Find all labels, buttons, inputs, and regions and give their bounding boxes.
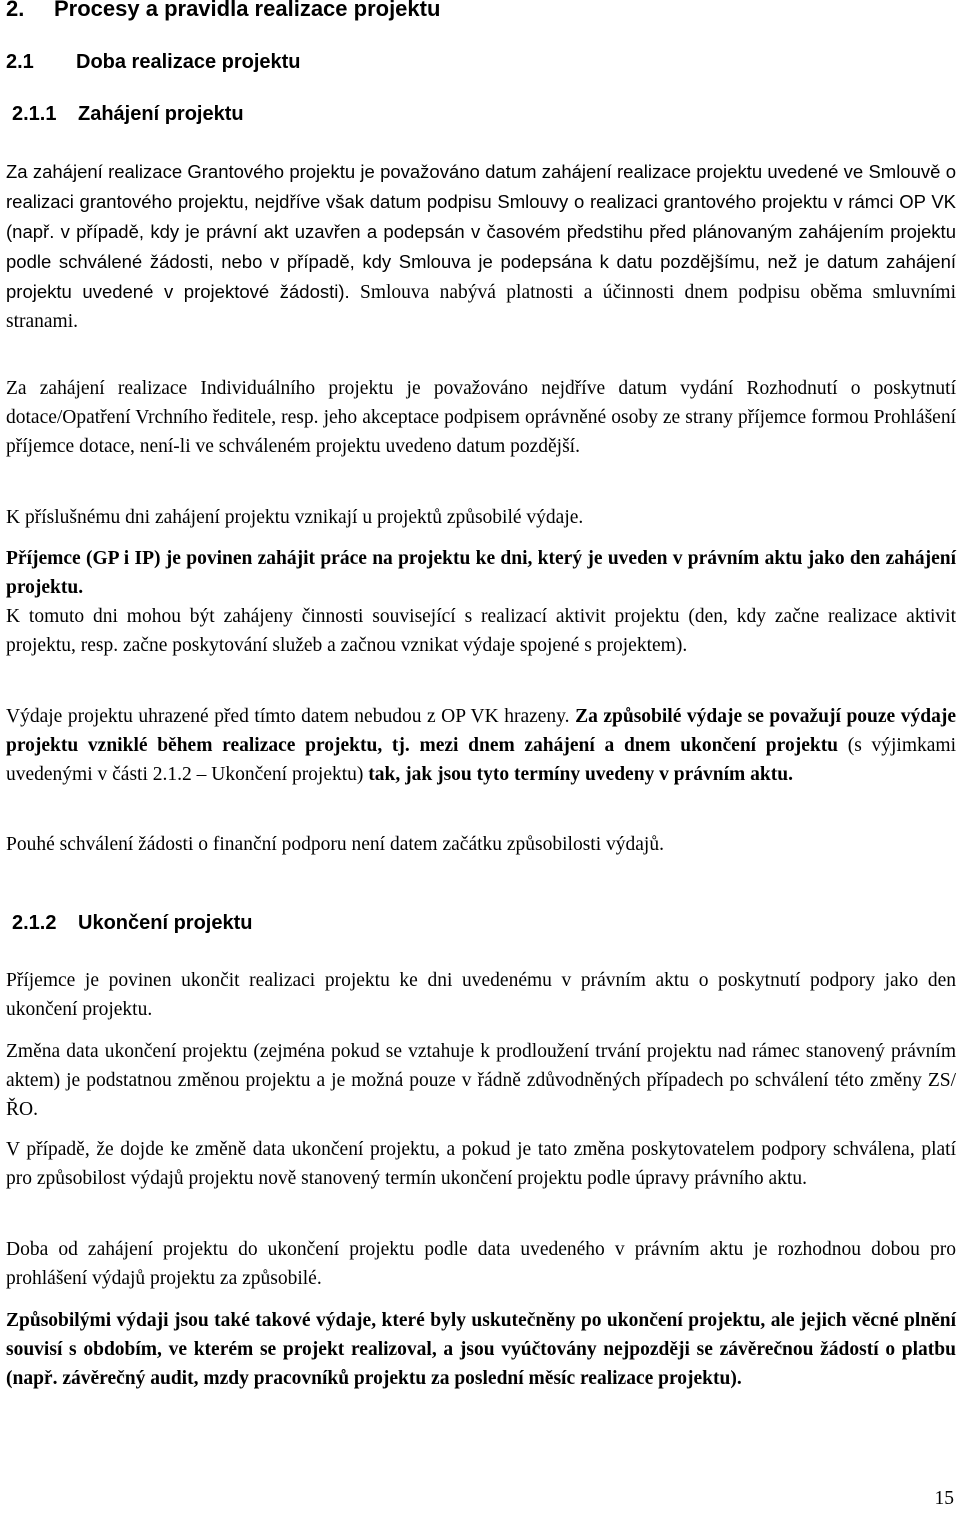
paragraph-text: Za zahájení realizace Grantového projektu je považováno datum zahájení realizace projektu uvedené ve Smlouvě o realizaci grantového projektu, nejdříve však datum podpisu Smlouvy o realizaci grantového projektu v rámci OP VK (např. [6, 161, 956, 242]
subsection-heading-start [6, 103, 244, 126]
paragraph-bold-text: tak, jak jsou tyto termíny uvedeny v právním aktu. [368, 764, 793, 785]
paragraph-activities [6, 602, 956, 660]
section-heading [6, 51, 301, 74]
paragraph-expenses [6, 702, 956, 789]
paragraph-individual-start [6, 374, 956, 461]
paragraph-text: Výdaje projektu uhrazené před tímto datem nebudou z OP VK hrazeny. [6, 706, 576, 727]
section-number: 2.1 [6, 51, 34, 73]
paragraph-bold-text: Za způsobilé výdaje se považují pouze výdaje projektu vzniklé během realizace projektu, tj. mezi dnem zahájení a dnem ukončení projektu [6, 706, 956, 756]
paragraph-text: začne poskytování služeb a začnou vznikat výdaje spojené s projektem). [118, 635, 688, 656]
paragraph-text: (s výjimkami uvedenými v části 2.1.2 – Ukončení projektu) [6, 735, 956, 785]
paragraph-grant-start [6, 157, 956, 336]
paragraph-text: Za zahájení realizace Individuálního projektu je považováno nejdříve datum vydání Rozhodnutí o poskytnutí dotace/Opatření Vrchního ředitele, resp. [6, 378, 956, 428]
subsection-number: 2.1.1 [12, 103, 57, 125]
subsection-title: Zahájení projektu [78, 103, 244, 125]
paragraph-obligation: Příjemce (GP i IP) je povinen zahájit práce na projektu ke dni, který je uveden v právním aktu jako den zahájení projektu. [6, 548, 956, 598]
paragraph-approval-note: Pouhé schválení žádosti o finanční podporu není datem začátku způsobilosti výdajů. [6, 834, 664, 855]
paragraph-duration: Doba od zahájení projektu do ukončení projektu podle data uvedeného v právním aktu je rozhodnou dobou pro prohlášení výdajů projektu za způsobilé. [6, 1239, 956, 1289]
paragraph-text: Smlouva nabývá platnosti a účinnosti dnem podpisu oběma smluvními stranami. [6, 282, 956, 332]
paragraph-end-approved: V případě, že dojde ke změně data ukončení projektu, a pokud je tato změna poskytovatelem podpory schválena, platí pro způsobilost výdajů projektu nově stanovený termín ukončení projektu podle úpravy právního aktu. [6, 1139, 956, 1189]
paragraph-eligible-costs: K příslušnému dni zahájení projektu vznikají u projektů způsobilé výdaje. [6, 507, 584, 528]
paragraph-text: v případě, kdy je právní akt uzavřen a podepsán v časovém předstihu před plánovaným zahájením projektu podle schválené žádosti, nebo v případě, kdy Smlouva je podepsána k datu pozdějšímu, než je datum zahájení projektu uvedené v projektové žádosti). [6, 221, 956, 302]
chapter-number: 2. [6, 0, 25, 21]
chapter-title: Procesy a pravidla realizace projektu [54, 0, 441, 21]
paragraph-end-obligation: Příjemce je povinen ukončit realizaci projektu ke dni uvedenému v právním aktu o poskytnutí podpory jako den ukončení projektu. [6, 970, 956, 1020]
subsection-heading-end [6, 912, 252, 935]
section-title: Doba realizace projektu [76, 51, 301, 73]
chapter-heading [6, 0, 440, 22]
page-number: 15 [934, 1488, 954, 1509]
subsection-title: Ukončení projektu [78, 912, 253, 934]
paragraph-after-end-costs: Způsobilými výdaji jsou také takové výdaje, které byly uskutečněny po ukončení projektu, ale jejich věcné plnění souvisí s obdobím, ve kterém se projekt realizoval, a jsou vyúčtovány nejpozději se závěrečnou žádostí o platbu (např. závěrečný audit, mzdy pracovníků projektu za poslední měsíc realizace projektu). [6, 1310, 956, 1389]
subsection-number: 2.1.2 [12, 912, 57, 934]
paragraph-end-change: Změna data ukončení projektu (zejména pokud se vztahuje k prodloužení trvání projektu nad rámec stanovený právním aktem) je podstatnou změnou projektu a je možná pouze v řádně zdůvodněných případech po schválení této změny ZS/ŘO. [6, 1041, 956, 1120]
paragraph-text: K tomuto dni mohou být zahájeny činnosti související s realizací aktivit projektu (den, kdy začne realizace aktivit projektu, resp. [6, 606, 956, 656]
paragraph-text: jeho akceptace podpisem oprávněné osoby ze strany příjemce formou Prohlášení příjemce dotace, není-li ve schváleném projektu uvedeno datum pozdější. [6, 407, 956, 457]
